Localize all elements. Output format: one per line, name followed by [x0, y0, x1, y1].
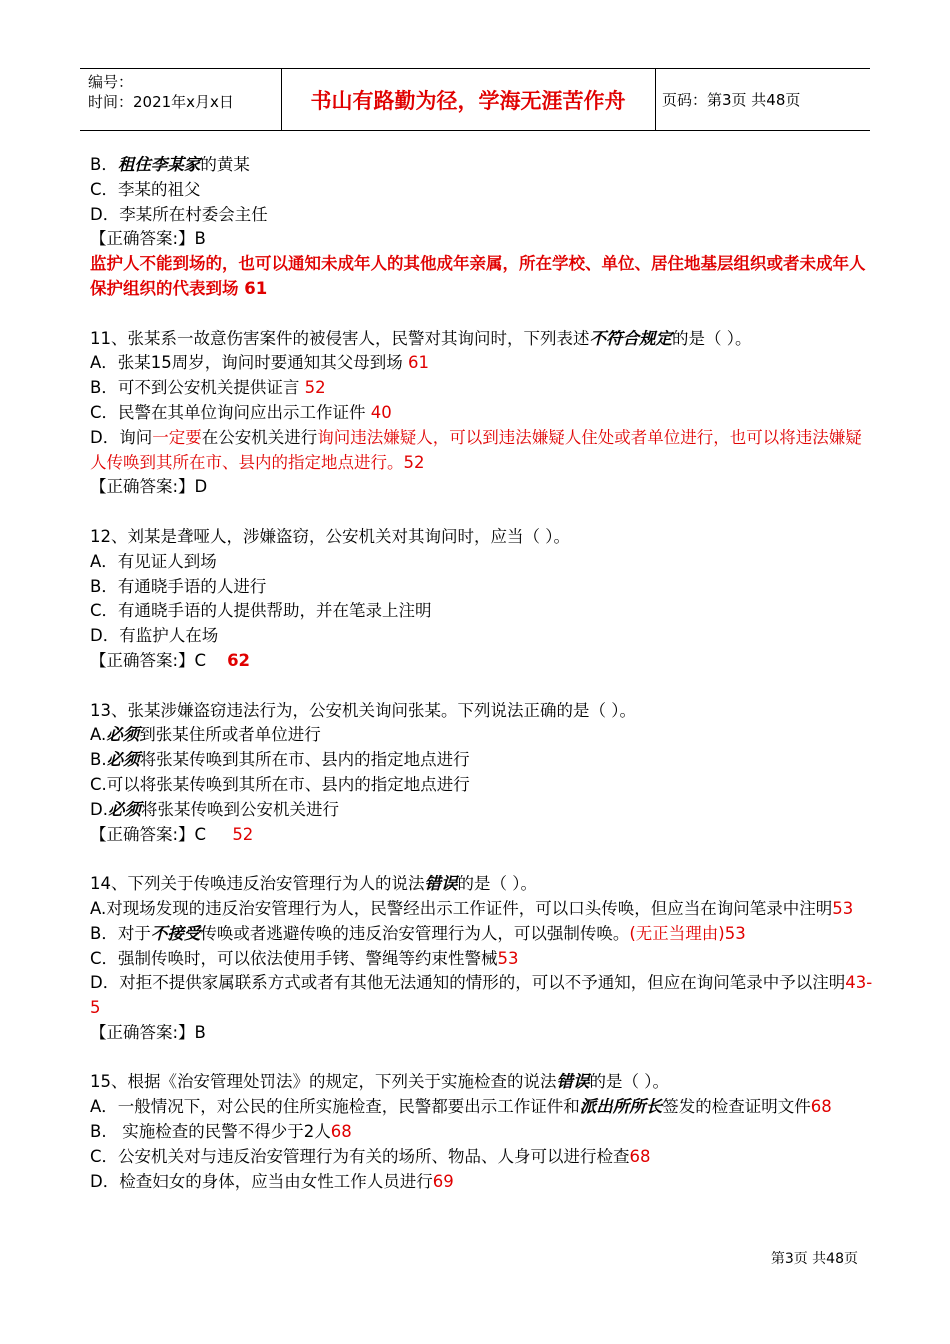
- answer: 【正确答案:】D: [90, 477, 208, 497]
- option-d: D．对拒不提供家属联系方式或者有其他无法通知的情形的，可以不予通知，但应在询问笔录中予以注明43-5: [90, 973, 873, 1018]
- option-a: A．有见证人到场: [90, 551, 217, 571]
- option-d: D．有监护人在场: [90, 626, 219, 646]
- page-footer: 第3页 共48页: [770, 1251, 858, 1267]
- page-header: [80, 68, 870, 131]
- option-b: B．对于不接受传唤或者逃避传唤的违反治安管理行为人，可以强制传唤。(无正当理由)53: [90, 923, 746, 943]
- option-a: A.必须到张某住所或者单位进行: [90, 725, 321, 745]
- option-d: D．询问一定要在公安机关进行询问违法嫌疑人，可以到违法嫌疑人住处或者单位进行，也可以将违法嫌疑人传唤到其所在市、县内的指定地点进行。52: [90, 427, 862, 472]
- answer: 【正确答案:】B: [90, 229, 206, 249]
- header-divider: [655, 69, 656, 130]
- header-page-code: 页码：第3页 共48页: [662, 91, 801, 109]
- option-c: C．强制传唤时，可以依法使用手铐、警绳等约束性警械53: [90, 948, 519, 968]
- question-stem: 11、张某系一故意伤害案件的被侵害人，民警对其询问时，下列表述不符合规定的是（ ）。: [90, 328, 752, 348]
- option-c: C．李某的祖父: [90, 179, 201, 199]
- answer-note: 监护人不能到场的，也可以通知未成年人的其他成年亲属，所在学校、单位、居住地基层组织或者未成年人保护组织的代表到场 61: [90, 254, 866, 298]
- option-b: B．有通晓手语的人进行: [90, 576, 267, 596]
- option-a: A．一般情况下，对公民的住所实施检查，民警都要出示工作证件和派出所所长签发的检查证明文件68: [90, 1097, 832, 1117]
- option-d: D.必须将张某传唤到公安机关进行: [90, 799, 339, 819]
- header-meta: [88, 72, 284, 112]
- number-label: 编号：: [88, 73, 134, 91]
- answer: 【正确答案:】B: [90, 1022, 206, 1042]
- option-c: C．有通晓手语的人提供帮助，并在笔录上注明: [90, 601, 432, 621]
- answer: 【正确答案:】C 52: [90, 824, 254, 844]
- option-b: B．可不到公安机关提供证言 52: [90, 378, 326, 398]
- option-c: C．民警在其单位询问应出示工作证件 40: [90, 402, 392, 422]
- answer: 【正确答案:】C 62: [90, 650, 251, 670]
- question-stem: 15、根据《治安管理处罚法》的规定，下列关于实施检查的说法错误的是（ ）。: [90, 1072, 669, 1092]
- option-d: D．检查妇女的身体，应当由女性工作人员进行69: [90, 1171, 454, 1191]
- question-stem: 12、刘某是聋哑人，涉嫌盗窃，公安机关对其询问时，应当（ ）。: [90, 526, 570, 546]
- option-b: B. 实施检查的民警不得少于2人68: [90, 1122, 352, 1142]
- option-b: B.必须将张某传唤到其所在市、县内的指定地点进行: [90, 750, 470, 770]
- option-a: A．张某15周岁，询问时要通知其父母到场 61: [90, 353, 430, 373]
- header-motto: 书山有路勤为径，学海无涯苦作舟: [310, 88, 626, 113]
- question-stem: 14、下列关于传唤违反治安管理行为人的说法错误的是（ ）。: [90, 874, 537, 894]
- option-c: C．公安机关对与违反治安管理行为有关的场所、物品、人身可以进行检查68: [90, 1146, 651, 1166]
- option-c: C.可以将张某传唤到其所在市、县内的指定地点进行: [90, 774, 470, 794]
- option-a: A.对现场发现的违反治安管理行为人，民警经出示工作证件，可以口头传唤，但应当在询问笔录中注明53: [90, 898, 854, 918]
- option-b: B．租住李某家的黄某: [90, 155, 250, 174]
- question-stem: 13、张某涉嫌盗窃违法行为，公安机关询问张某。下列说法正确的是（ ）。: [90, 700, 636, 720]
- document-body: [90, 153, 875, 1194]
- time-label: 时间：2021年x月x日: [88, 93, 234, 111]
- option-d: D．李某所在村委会主任: [90, 204, 268, 224]
